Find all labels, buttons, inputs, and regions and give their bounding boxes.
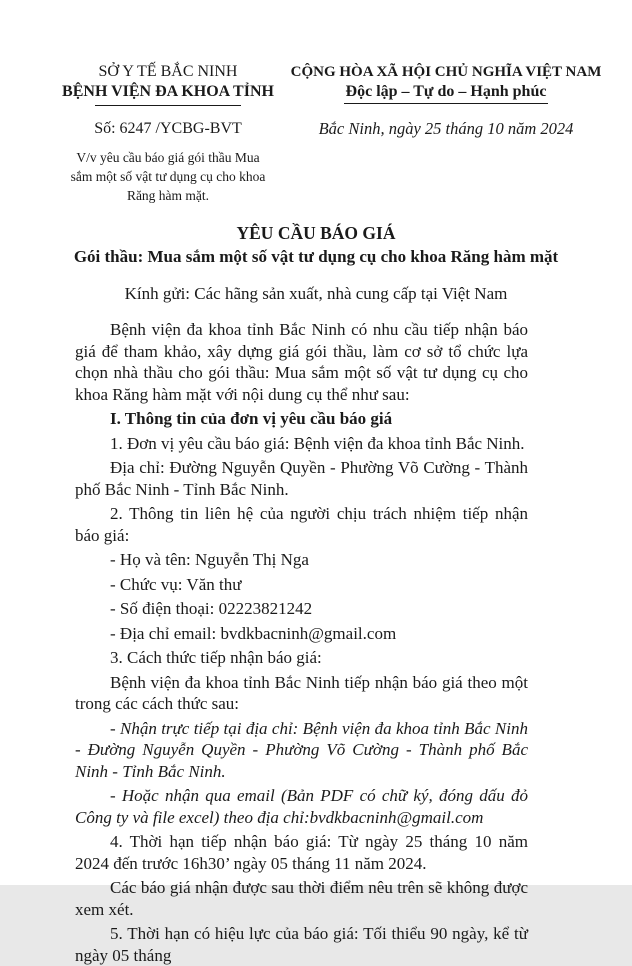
document-number: Số: 6247 /YCBG-BVT bbox=[94, 120, 242, 137]
national-block bbox=[284, 62, 632, 139]
national-header: CỘNG HÒA XÃ HỘI CHỦ NGHĨA VIỆT NAM bbox=[290, 64, 602, 80]
item-receiving-method-heading: 3. Cách thức tiếp nhận báo giá: bbox=[110, 648, 322, 667]
item-validity: 5. Thời hạn có hiệu lực của báo giá: Tối thiểu 90 ngày, kể từ ngày 05 tháng bbox=[75, 924, 528, 965]
salutation-line: Kính gửi: Các hãng sản xuất, nhà cung cấp tại Việt Nam bbox=[124, 284, 508, 303]
item-contact-heading: 2. Thông tin liên hệ của người chịu trách nhiệm tiếp nhận báo giá: bbox=[75, 504, 528, 545]
section-heading-1: I. Thông tin của đơn vị yêu cầu báo giá bbox=[110, 409, 393, 428]
document-header bbox=[0, 0, 632, 205]
date-line: Bắc Ninh, ngày 25 tháng 10 năm 2024 bbox=[318, 119, 574, 138]
item-contact-phone: - Số điện thoại: 02223821242 bbox=[110, 599, 313, 618]
issuer-department: SỞ Y TẾ BẮC NINH bbox=[98, 63, 238, 80]
item-contact-name: - Họ và tên: Nguyễn Thị Nga bbox=[110, 550, 309, 569]
paragraph-intro: Bệnh viện đa khoa tỉnh Bắc Ninh có nhu cầu tiếp nhận báo giá để tham khảo, xây dựng giá gói thầu, làm cơ sở tổ chức lựa chọn nhà thầu cho gói thầu: Mua sắm một số vật tư dụng cụ cho khoa Răng hàm mặt với nội dung cụ thể như sau: bbox=[75, 320, 528, 404]
issuer-underline-rule bbox=[95, 105, 241, 106]
item-requesting-unit: 1. Đơn vị yêu cầu báo giá: Bệnh viện đa khoa tỉnh Bắc Ninh. bbox=[110, 433, 525, 453]
document-body bbox=[75, 319, 528, 966]
item-receive-by-email: - Hoặc nhận qua email (Bản PDF có chữ ký, đóng dấu đỏ Công ty và file excel) theo địa chỉ:bvdkbacninh@gmail.com bbox=[75, 786, 528, 827]
item-deadline: 4. Thời hạn tiếp nhận báo giá: Từ ngày 25 tháng 10 năm 2024 đến trước 16h30’ ngày 05 tháng 11 năm 2024. bbox=[75, 832, 528, 873]
item-contact-position: - Chức vụ: Văn thư bbox=[110, 574, 242, 594]
item-receiving-method-intro: Bệnh viện đa khoa tỉnh Bắc Ninh tiếp nhận báo giá theo một trong các cách thức sau: bbox=[75, 672, 528, 713]
title-block bbox=[0, 222, 632, 305]
package-title: Gói thầu: Mua sắm một số vật tư dụng cụ cho khoa Răng hàm mặt bbox=[73, 247, 559, 266]
item-late-note: Các báo giá nhận được sau thời điểm nêu trên sẽ không được xem xét. bbox=[75, 878, 528, 919]
item-address: Địa chỉ: Đường Nguyễn Quyền - Phường Võ Cường - Thành phố Bắc Ninh - Tỉnh Bắc Ninh. bbox=[75, 458, 528, 499]
item-contact-email: - Địa chỉ email: bvdkbacninh@gmail.com bbox=[110, 623, 397, 643]
document-title: YÊU CẦU BÁO GIÁ bbox=[236, 223, 396, 243]
item-receive-in-person: - Nhận trực tiếp tại địa chỉ: Bệnh viện đa khoa tỉnh Bắc Ninh - Đường Nguyễn Quyền - Phường Võ Cường - Thành phố Bắc Ninh - Tỉnh Bắc Ninh. bbox=[75, 718, 528, 781]
issuer-block bbox=[52, 62, 284, 205]
national-motto: Độc lập – Tự do – Hạnh phúc bbox=[344, 82, 549, 104]
issuer-hospital: BỆNH VIỆN ĐA KHOA TỈNH bbox=[62, 83, 274, 100]
document-subject: V/v yêu cầu báo giá gói thầu Mua sắm một số vật tư dụng cụ cho khoa Răng hàm mặt. bbox=[70, 150, 266, 203]
